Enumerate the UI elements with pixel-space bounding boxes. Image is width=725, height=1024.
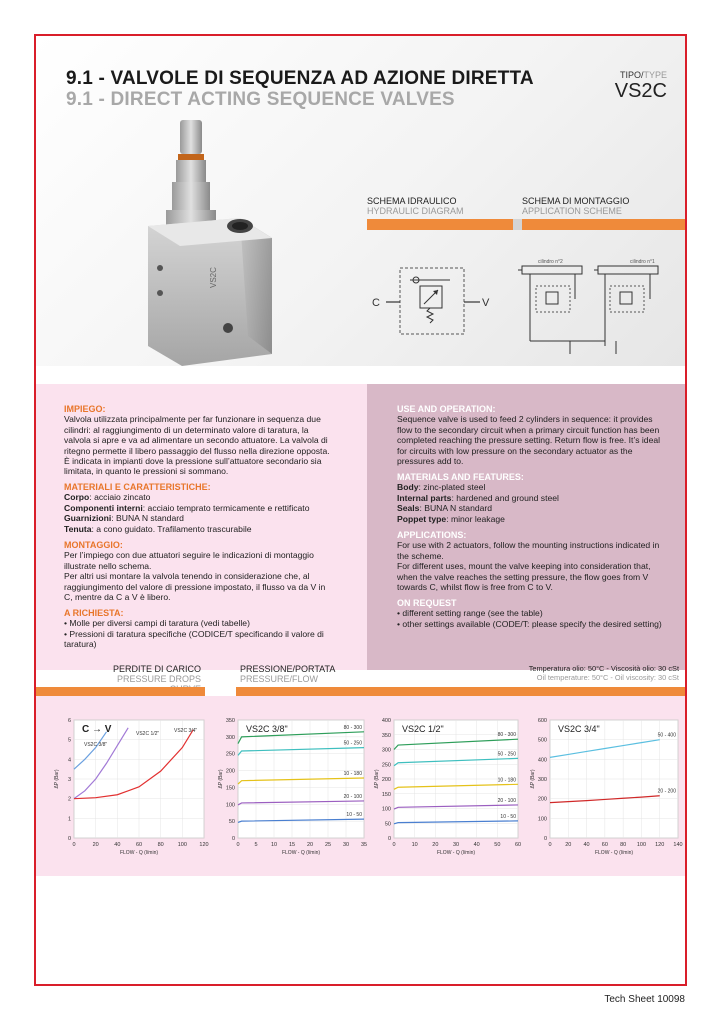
- y-tick-label: 0: [231, 836, 235, 842]
- x-tick-label: 80: [157, 842, 164, 848]
- vs2c-3-8-chart: [214, 696, 370, 876]
- pressure-drops-header: PERDITE DI CARICO PRESSURE DROPS: [112, 664, 201, 684]
- series-label: 20 - 100: [497, 797, 516, 804]
- x-axis-label: FLOW - Q (l/min): [119, 850, 159, 856]
- y-tick-label: 200: [225, 768, 235, 775]
- y-tick-label: 50: [228, 819, 235, 826]
- x-tick-label: 30: [342, 842, 350, 848]
- series-label: 80 - 300: [343, 724, 362, 731]
- hydraulic-diagram: [370, 262, 500, 342]
- series-label: 10 - 180: [497, 777, 516, 784]
- chart-title: VS2C 3/4": [558, 724, 600, 734]
- richiesta-section: A RICHIESTA: • Molle per diversi campi di taratura (vedi tabelle) • Pressioni di taratura specifiche (CODICE/T specificando il valore di taratura): [64, 608, 324, 650]
- type-label: TIPO/TYPE: [619, 70, 667, 80]
- series-label: 80 - 300: [497, 732, 516, 739]
- x-tick-label: 0: [548, 842, 552, 848]
- series-label: VS2C 1/2": [136, 731, 160, 737]
- use-section: USE AND OPERATION: Sequence valve is used to feed 2 cylinders in sequence: it provides flow to the secondary circuit when a primary circuit function has been completed reaching the pressure setting. Return flow is free. It’s ideal for circuits with low pressure on the secondary actuator as the pressures add to.: [397, 404, 661, 467]
- y-axis-label: ΔP (Bar): [374, 769, 380, 789]
- series-label: 20 - 100: [343, 793, 362, 800]
- chart-title: C → V: [82, 724, 112, 735]
- y-tick-label: 600: [537, 718, 547, 724]
- y-tick-label: 150: [225, 785, 235, 792]
- x-tick-label: 80: [620, 842, 627, 848]
- y-tick-label: 250: [381, 762, 391, 769]
- x-tick-label: 0: [72, 842, 76, 848]
- x-tick-label: 25: [324, 842, 332, 848]
- series-label: 20 - 200: [657, 788, 676, 795]
- y-tick-label: 350: [225, 718, 235, 724]
- x-axis-label: FLOW - Q (l/min): [436, 850, 476, 856]
- y-tick-label: 100: [225, 802, 235, 809]
- port-v-label: V: [482, 297, 490, 309]
- x-tick-label: 40: [473, 842, 480, 848]
- english-panel: [367, 384, 685, 670]
- pressure-flow-header: PRESSIONE/PORTATA PRESSURE/FLOW: [240, 664, 336, 684]
- x-tick-label: 20: [92, 842, 99, 848]
- y-tick-label: 300: [225, 734, 235, 741]
- y-axis-label: ΔP (Bar): [54, 769, 60, 789]
- applications-section: APPLICATIONS: For use with 2 actuators, follow the mounting instructions indicated in the scheme. For different uses, mount the valve keeping into consideration that, when the valve reaches the setting pressure, the flow goes from V towards C, whilst flow is free from C to V.: [397, 530, 660, 593]
- y-tick-label: 400: [537, 757, 547, 764]
- y-tick-label: 4: [67, 757, 71, 764]
- tech-sheet-number: Tech Sheet 10098: [604, 994, 685, 1005]
- x-tick-label: 20: [432, 842, 439, 848]
- type-code: VS2C: [614, 80, 667, 102]
- series-label: 50 - 250: [497, 751, 516, 758]
- series-label: 50 - 400: [657, 732, 676, 739]
- series-label: 10 - 180: [343, 770, 362, 777]
- oil-conditions: Temperatura olio: 50°C - Viscosità olio: 30 cSt Oil temperature: 50°C - Oil viscosity: 30 cSt: [528, 664, 679, 682]
- x-tick-label: 140: [673, 842, 683, 848]
- title-italian: 9.1 - VALVOLE DI SEQUENZA AD AZIONE DIRETTA: [66, 68, 534, 89]
- x-tick-label: 40: [583, 842, 590, 848]
- y-tick-label: 6: [67, 718, 71, 724]
- orange-bar-1: [367, 219, 513, 230]
- y-tick-label: 200: [381, 777, 391, 783]
- montaggio-section: MONTAGGIO: Per l’impiego con due attuatori seguire le indicazioni di montaggio illustrate nello schema. Per altri usi montare la valvola tenendo in considerazione che, al raggiungimento del valore di pressione impostato, il flusso va da V in C, mentre da C a V è libero.: [64, 540, 326, 603]
- on-request-section: ON REQUEST • different setting range (see the table) • other settings available (CODE/T: please specify the desired setting): [397, 598, 662, 629]
- valve-photo: [140, 118, 290, 368]
- x-tick-label: 35: [360, 842, 368, 848]
- orange-bar-2: [522, 219, 685, 230]
- series-label: VS2C 3/4": [174, 728, 198, 734]
- y-tick-label: 300: [537, 777, 547, 783]
- x-axis-label: FLOW - Q (l/min): [594, 850, 634, 856]
- charts-area: [36, 696, 685, 876]
- vs2c-3-4-chart: [526, 696, 684, 876]
- pressure-drops-chart: [50, 696, 210, 876]
- x-tick-label: 120: [655, 842, 665, 848]
- vs2c-1-2-chart: [370, 696, 524, 876]
- x-tick-label: 10: [411, 842, 418, 848]
- x-tick-label: 5: [254, 842, 258, 848]
- y-tick-label: 2: [67, 796, 71, 803]
- x-tick-label: 10: [270, 842, 278, 848]
- y-axis-label: ΔP (Bar): [218, 769, 224, 789]
- x-axis-label: FLOW - Q (l/min): [281, 850, 321, 856]
- y-tick-label: 0: [543, 836, 547, 842]
- x-tick-label: 30: [452, 842, 460, 848]
- y-tick-label: 300: [381, 747, 391, 754]
- materials-section: MATERIALS AND FEATURES: Body: zinc-plated steel Internal parts: hardened and ground steel Seals: BUNA N standard Poppet type: minor leakage: [397, 472, 559, 524]
- chart-title: VS2C 3/8": [246, 724, 288, 734]
- svg-text:VS2C: VS2C: [209, 267, 218, 288]
- y-tick-label: 100: [537, 816, 547, 823]
- x-tick-label: 120: [199, 842, 209, 848]
- series-label: 10 - 50: [500, 813, 516, 820]
- x-tick-label: 50: [494, 842, 501, 848]
- y-tick-label: 500: [537, 737, 547, 744]
- x-tick-label: 0: [392, 842, 396, 848]
- y-tick-label: 1: [67, 816, 71, 823]
- port-c-label: C: [372, 297, 380, 309]
- series-label: VS2C 3/8": [84, 742, 108, 748]
- x-tick-label: 100: [636, 842, 647, 848]
- y-tick-label: 0: [67, 836, 71, 842]
- y-axis-label: ΔP (Bar): [530, 769, 536, 789]
- materiali-section: MATERIALI E CARATTERISTICHE: Corpo: acciaio zincato Componenti interni: acciaio temprato termicamente e rettificato Guarnizioni: BUNA N standard Tenuta: a cono guidato. Trafilamento trascurabile: [64, 482, 310, 534]
- x-tick-label: 15: [288, 842, 296, 848]
- x-tick-label: 100: [177, 842, 187, 848]
- y-tick-label: 250: [225, 751, 235, 758]
- chart-title: VS2C 1/2": [402, 724, 444, 734]
- x-tick-label: 60: [135, 842, 143, 848]
- mounting-diagram: [510, 256, 670, 356]
- x-tick-label: 40: [114, 842, 121, 848]
- y-tick-label: 200: [537, 796, 547, 803]
- grey-gap: [513, 219, 522, 230]
- series-label: 50 - 250: [343, 740, 362, 747]
- y-tick-label: 350: [381, 732, 391, 739]
- cylinder-2-label: cilindro n°2: [538, 259, 563, 265]
- impiego-section: IMPIEGO: Valvola utilizzata principalmente per far funzionare in sequenza due cilindri: al raggiungimento di un determinato valore di taratura, la valvola si apre e va ad alimentare un secondo attuatore. La valvola di ritegno permette il libero passaggio del flusso nella direzione opposta. È indicata in impianti dove la pressione sull’attuatore secondario sia limitata, in quanto le pressioni si sommano.: [64, 404, 330, 477]
- y-tick-label: 400: [381, 718, 391, 724]
- x-tick-label: 20: [565, 842, 572, 848]
- x-tick-label: 0: [236, 842, 240, 848]
- y-tick-label: 150: [381, 791, 391, 798]
- y-tick-label: 50: [384, 821, 391, 828]
- y-tick-label: 0: [387, 836, 391, 842]
- x-tick-label: 20: [306, 842, 314, 848]
- y-tick-label: 100: [381, 806, 391, 813]
- x-tick-label: 60: [601, 842, 608, 848]
- italian-panel: [36, 384, 367, 670]
- mounting-diagram-header: SCHEMA DI MONTAGGIO APPLICATION SCHEME: [522, 196, 630, 216]
- x-tick-label: 60: [514, 842, 522, 848]
- y-tick-label: 3: [67, 777, 71, 783]
- y-tick-label: 5: [67, 737, 71, 744]
- hydraulic-diagram-header: SCHEMA IDRAULICO HYDRAULIC DIAGRAM: [367, 196, 464, 216]
- title-english: 9.1 - DIRECT ACTING SEQUENCE VALVES: [66, 89, 455, 110]
- series-label: 10 - 50: [346, 812, 362, 819]
- cylinder-1-label: cilindro n°1: [630, 259, 655, 265]
